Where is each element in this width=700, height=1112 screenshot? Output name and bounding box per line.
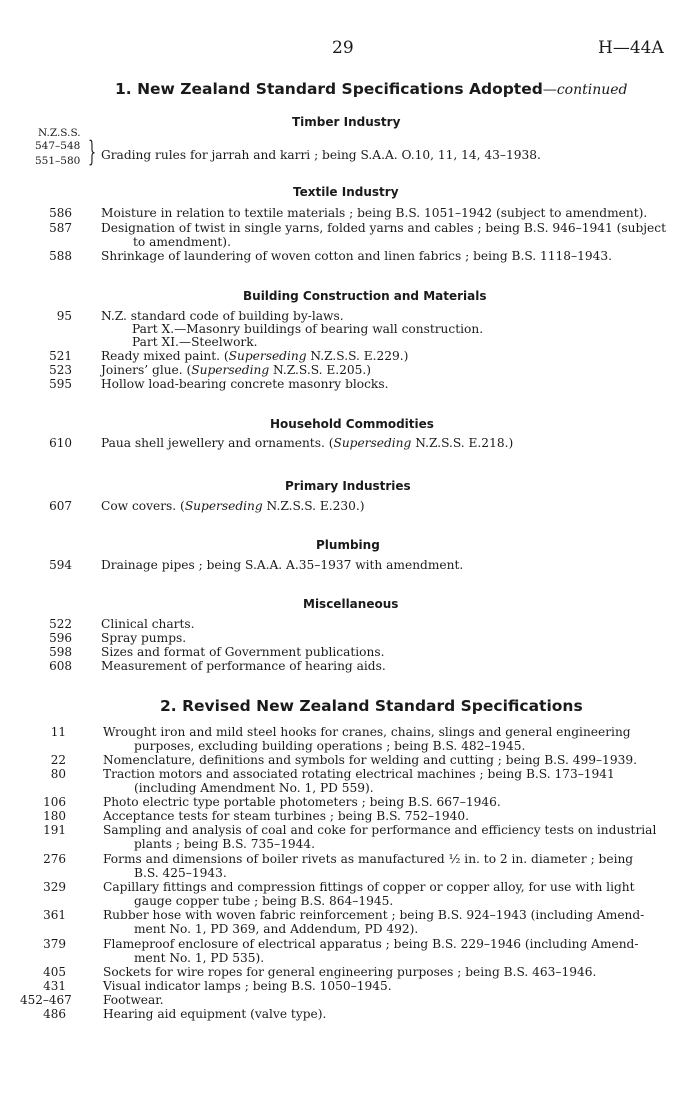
num-522: 522: [49, 617, 72, 631]
text-106: Photo electric type portable photometers ; being B.S. 667–1946.: [103, 795, 501, 809]
text-361-line1: Rubber hose with woven fabric reinforcement ; being B.S. 924–1943 (including Amend-: [103, 908, 645, 922]
num-596: 596: [49, 631, 72, 645]
heading-textile: Textile Industry: [293, 185, 399, 199]
heading-primary: Primary Industries: [285, 479, 411, 493]
num-587: 587: [49, 221, 72, 235]
num-22: 22: [50, 753, 66, 767]
text-276-line2: B.S. 425–1943.: [134, 866, 227, 880]
text-95-part-x: Part X.—Masonry buildings of bearing wall construction.: [132, 322, 484, 336]
num-361: 361: [43, 908, 66, 922]
num-607: 607: [49, 499, 72, 513]
text-587-line2: to amendment).: [133, 235, 231, 249]
text-588: Shrinkage of laundering of woven cotton and linen fabrics ; being B.S. 1118–1943.: [101, 249, 613, 263]
heading-timber: Timber Industry: [292, 115, 401, 129]
page-reference: H—44A: [598, 38, 664, 58]
nzss-column-label: N.Z.S.S.: [38, 127, 81, 139]
num-610: 610: [49, 436, 72, 450]
num-452-467: 452–467: [20, 993, 72, 1007]
heading-building: Building Construction and Materials: [243, 289, 487, 303]
num-598: 598: [49, 645, 72, 659]
text-607: Cow covers. (Superseding N.Z.S.S. E.230.): [101, 499, 365, 513]
text-595: Hollow load-bearing concrete masonry blocks.: [101, 377, 389, 391]
text-379-line2: ment No. 1, PD 535).: [134, 951, 265, 965]
text-329-line1: Capillary fittings and compression fittings of copper or copper alloy, for use with light: [103, 880, 635, 894]
num-547-548: 547–548: [35, 140, 81, 152]
text-329-line2: gauge copper tube ; being B.S. 864–1945.: [134, 894, 394, 908]
text-521: Ready mixed paint. (Superseding N.Z.S.S. E.229.): [101, 349, 409, 363]
text-431: Visual indicator lamps ; being B.S. 1050–1945.: [103, 979, 392, 993]
section-1-title: [115, 80, 628, 98]
heading-household: Household Commodities: [270, 417, 434, 431]
num-379: 379: [43, 937, 66, 951]
text-598: Sizes and format of Government publications.: [101, 645, 385, 659]
num-594: 594: [49, 558, 72, 572]
num-180: 180: [43, 809, 66, 823]
num-586: 586: [49, 206, 72, 220]
text-452-467: Footwear.: [103, 993, 164, 1007]
timber-entry-text: Grading rules for jarrah and karri ; being S.A.A. O.10, 11, 14, 43–1938.: [101, 148, 541, 162]
section-1-title-text: 1. New Zealand Standard Specifications Adopted: [115, 80, 543, 98]
text-596: Spray pumps.: [101, 631, 187, 645]
text-180: Acceptance tests for steam turbines ; being B.S. 752–1940.: [103, 809, 470, 823]
num-588: 588: [49, 249, 72, 263]
num-431: 431: [43, 979, 66, 993]
heading-miscellaneous: Miscellaneous: [303, 597, 399, 611]
text-95: N.Z. standard code of building by-laws.: [101, 309, 344, 323]
num-551-580: 551–580: [35, 155, 81, 167]
text-361-line2: ment No. 1, PD 369, and Addendum, PD 492).: [134, 922, 419, 936]
num-523: 523: [49, 363, 72, 377]
section-1-title-suffix: —continued: [542, 82, 628, 98]
section-2-title: 2. Revised New Zealand Standard Specifications: [160, 697, 583, 715]
text-80-line2: (including Amendment No. 1, PD 559).: [134, 781, 374, 795]
num-486: 486: [43, 1007, 66, 1021]
num-11: 11: [50, 725, 66, 739]
text-486: Hearing aid equipment (valve type).: [103, 1007, 327, 1021]
num-106: 106: [43, 795, 66, 809]
text-610: Paua shell jewellery and ornaments. (Superseding N.Z.S.S. E.218.): [101, 436, 514, 450]
num-95: 95: [56, 309, 72, 323]
text-11-line1: Wrought iron and mild steel hooks for cranes, chains, slings and general engineering: [103, 725, 631, 739]
num-80: 80: [50, 767, 66, 781]
text-80-line1: Traction motors and associated rotating electrical machines ; being B.S. 173–1941: [103, 767, 615, 781]
num-405: 405: [43, 965, 66, 979]
text-22: Nomenclature, definitions and symbols for welding and cutting ; being B.S. 499–1939.: [103, 753, 637, 767]
text-608: Measurement of performance of hearing aids.: [101, 659, 386, 673]
text-594: Drainage pipes ; being S.A.A. A.35–1937 with amendment.: [101, 558, 464, 572]
num-276: 276: [43, 852, 66, 866]
page-number: 29: [332, 38, 354, 58]
text-11-line2: purposes, excluding building operations ; being B.S. 482–1945.: [134, 739, 526, 753]
text-191-line1: Sampling and analysis of coal and coke for performance and efficiency tests on industrial: [103, 823, 657, 837]
num-595: 595: [49, 377, 72, 391]
text-522: Clinical charts.: [101, 617, 195, 631]
text-276-line1: Forms and dimensions of boiler rivets as manufactured ½ in. to 2 in. diameter ; being: [103, 852, 634, 866]
heading-plumbing: Plumbing: [316, 538, 380, 552]
num-521: 521: [49, 349, 72, 363]
text-405: Sockets for wire ropes for general engineering purposes ; being B.S. 463–1946.: [103, 965, 597, 979]
num-608: 608: [49, 659, 72, 673]
text-95-part-xi: Part XI.—Steelwork.: [132, 335, 258, 349]
text-379-line1: Flameproof enclosure of electrical apparatus ; being B.S. 229–1946 (including Amend-: [103, 937, 639, 951]
num-191: 191: [43, 823, 66, 837]
text-586: Moisture in relation to textile materials ; being B.S. 1051–1942 (subject to amendment).: [101, 206, 648, 220]
brace-icon: }: [88, 135, 97, 168]
text-523: Joiners’ glue. (Superseding N.Z.S.S. E.205.): [101, 363, 372, 377]
text-587-line1: Designation of twist in single yarns, folded yarns and cables ; being B.S. 946–1941 (subject: [101, 221, 666, 235]
text-191-line2: plants ; being B.S. 735–1944.: [134, 837, 315, 851]
num-329: 329: [43, 880, 66, 894]
